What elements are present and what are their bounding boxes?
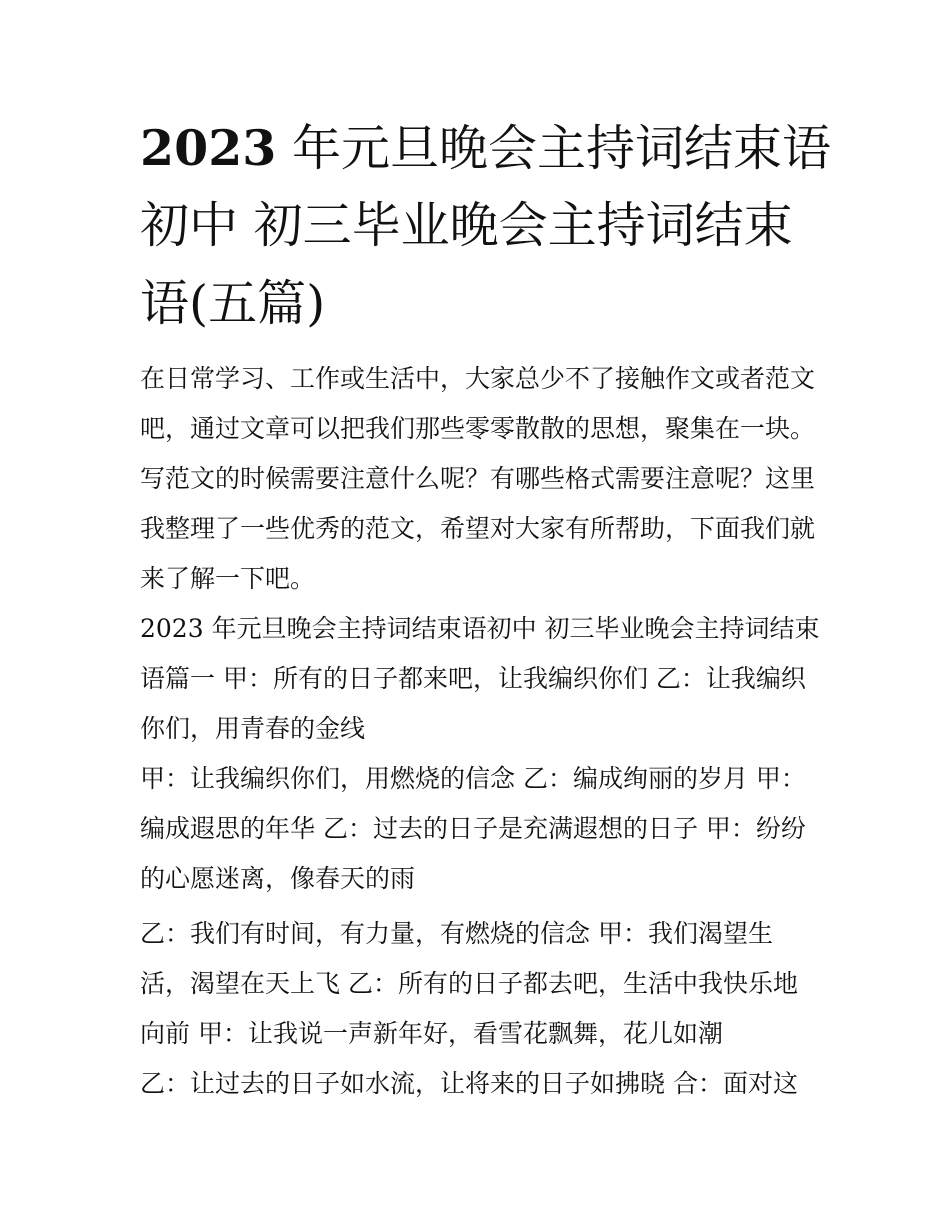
paragraph-line: 语篇一 甲：所有的日子都来吧，让我编织你们 乙：让我编织 bbox=[140, 664, 806, 693]
paragraph-line: 向前 甲：让我说一声新年好，看雪花飘舞，花儿如潮 bbox=[140, 1019, 723, 1048]
paragraph-line: 乙：让过去的日子如水流，让将来的日子如拂晓 合：面对这 bbox=[140, 1069, 798, 1098]
paragraph-line: 我整理了一些优秀的范文，希望对大家有所帮助，下面我们就 bbox=[140, 514, 816, 543]
paragraph-line: 乙：我们有时间，有力量，有燃烧的信念 甲：我们渴望生 bbox=[140, 919, 773, 948]
paragraph-line: 甲：让我编织你们，用燃烧的信念 乙：编成绚丽的岁月 甲： bbox=[140, 764, 806, 793]
paragraph-line: 的心愿迷离，像春天的雨 bbox=[140, 864, 416, 893]
paragraph-line: 在日常学习、工作或生活中，大家总少不了接触作文或者范文 bbox=[140, 364, 816, 393]
title-line-1: 2023 年元旦晚会主持词结束语 bbox=[140, 119, 831, 177]
paragraph-line: 写范文的时候需要注意什么呢？有哪些格式需要注意呢？这里 bbox=[140, 464, 816, 493]
paragraph-line: 吧，通过文章可以把我们那些零零散散的思想，聚集在一块。 bbox=[140, 414, 816, 443]
paragraph-line: 编成遐思的年华 乙：过去的日子是充满遐想的日子 甲：纷纷 bbox=[140, 814, 806, 843]
paragraph-line: 你们，用青春的金线 bbox=[140, 714, 366, 743]
paragraph-line: 活，渴望在天上飞 乙：所有的日子都去吧，生活中我快乐地 bbox=[140, 969, 798, 998]
title-line-2: 初中 初三毕业晚会主持词结束 bbox=[140, 197, 793, 254]
paragraph-line: 来了解一下吧。 bbox=[140, 564, 316, 593]
paragraph-line: 2023 年元旦晚会主持词结束语初中 初三毕业晚会主持词结束 bbox=[140, 614, 820, 643]
title-line-3: 语(五篇) bbox=[140, 275, 326, 332]
